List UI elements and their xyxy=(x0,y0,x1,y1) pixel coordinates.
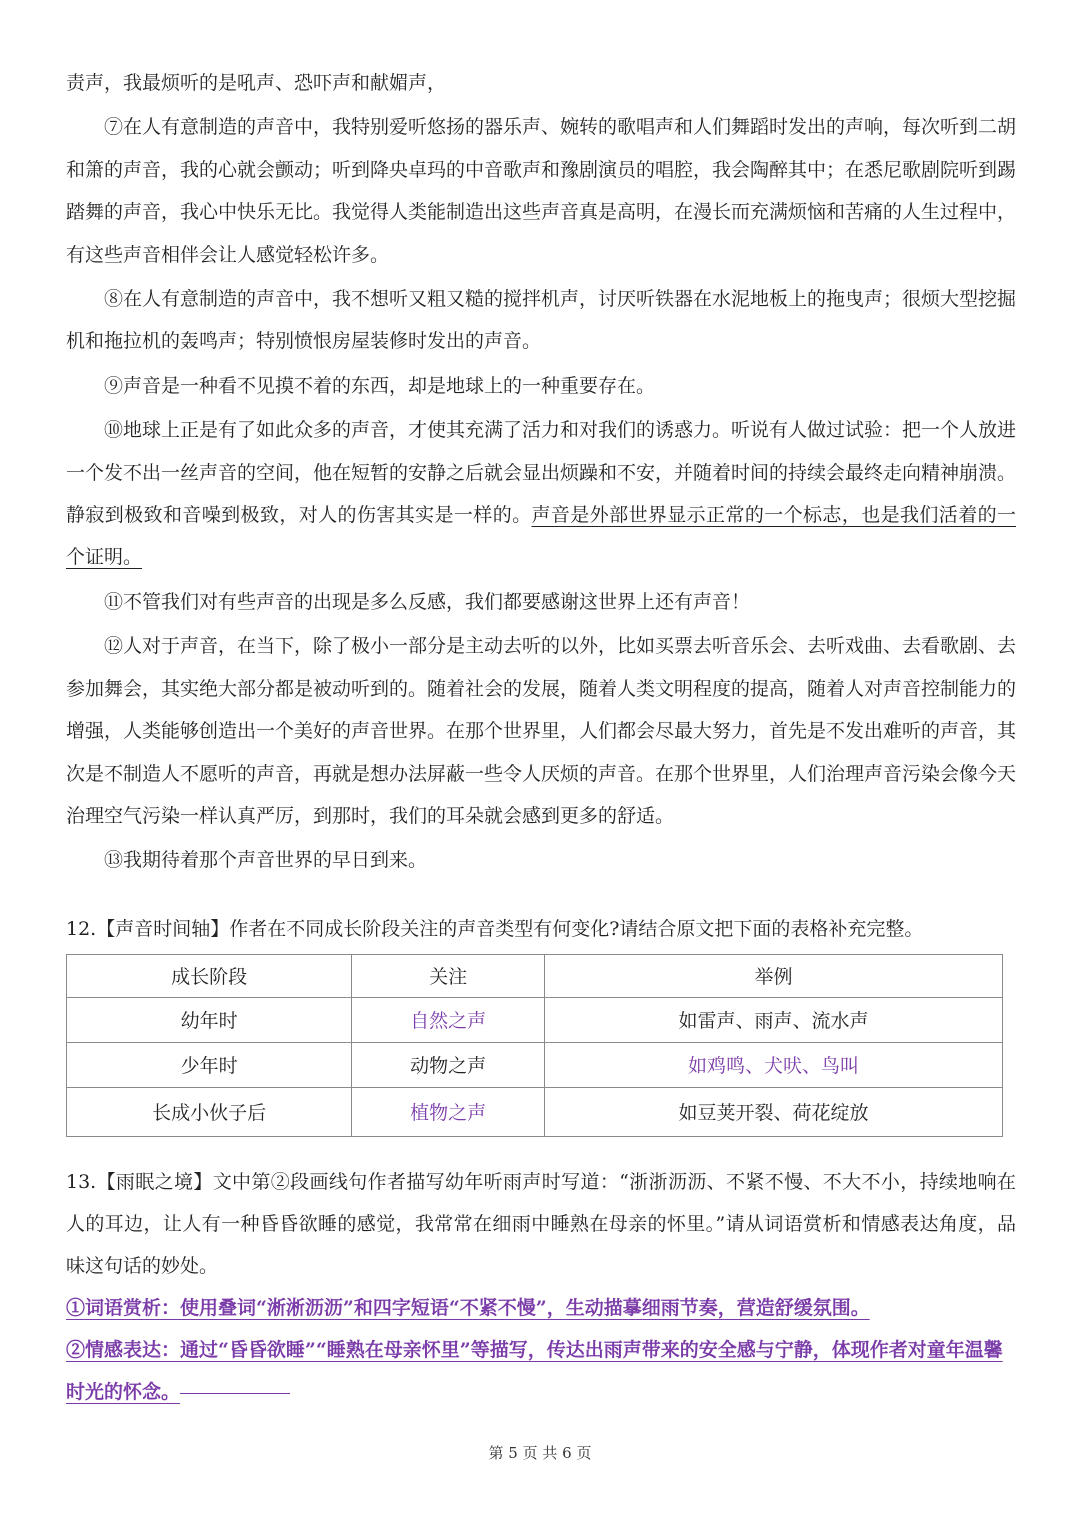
table-header-stage: 成长阶段 xyxy=(67,954,352,997)
table-row xyxy=(67,1087,1003,1136)
paragraph-8: ⑧在人有意制造的声音中，我不想听又粗又糙的搅拌机声，讨厌听铁器在水泥地板上的拖曳声；很烦大型挖掘机和拖拉机的轰鸣声；特别愤恨房屋装修时发出的声音。 xyxy=(66,288,1017,353)
table-cell-stage: 长成小伙子后 xyxy=(67,1087,352,1136)
table-header-example: 举例 xyxy=(544,954,1002,997)
paragraph-12: ⑫人对于声音，在当下，除了极小一部分是主动去听的以外，比如买票去听音乐会、去听戏曲、去看歌剧、去参加舞会，其实绝大部分都是被动听到的。随着社会的发展，随着人类文明程度的提高，随着人对声音控制能力的增强，人类能够创造出一个美好的声音世界。在那个世界里，人们都会尽最大努力，首先是不发出难听的声音，其次是不制造人不愿听的声音，再就是想办法屏蔽一些令人厌烦的声音。在那个世界里，人们治理声音污染会像今天治理空气污染一样认真严厉，到那时，我们的耳朵就会感到更多的舒适。 xyxy=(66,635,1017,827)
table-cell-example: 如雷声、雨声、流水声 xyxy=(544,997,1002,1042)
paragraph-13: ⑬我期待着那个声音世界的早日到来。 xyxy=(104,849,428,872)
question-12-prompt: 12.【声音时间轴】作者在不同成长阶段关注的声音类型有何变化?请结合原文把下面的表格补充完整。 xyxy=(66,917,924,940)
question-13-answer-1 xyxy=(66,1287,1016,1329)
table-cell-example-answer: 如鸡鸣、犬吠、鸟叫 xyxy=(544,1042,1002,1087)
page-footer: 第 5 页 共 6 页 xyxy=(488,1444,592,1462)
paragraph-10-underlined-sentence: 声音是外部世界显示正常的一个标志，也是我们活着的一个证明。 xyxy=(66,504,1016,569)
table-cell-stage: 少年时 xyxy=(67,1042,352,1087)
answer-2-text: ②情感表达：通过“昏昏欲睡”“睡熟在母亲怀里”等描写，传达出雨声带来的安全感与宁静，体现作者对童年温馨时光的怀念。 xyxy=(66,1338,1003,1403)
paragraph-11: ⑪不管我们对有些声音的出现是多么反感，我们都要感谢这世界上还有声音！ xyxy=(104,590,751,613)
paragraph-7: ⑦在人有意制造的声音中，我特别爱听悠扬的器乐声、婉转的歌唱声和人们舞蹈时发出的声响，每次听到二胡和箫的声音，我的心就会颤动；听到降央卓玛的中音歌声和豫剧演员的唱腔，我会陶醉其中；在悉尼歌剧院听到踢踏舞的声音，我心中快乐无比。我觉得人类能制造出这些声音真是高明，在漫长而充满烦恼和苦痛的人生过程中，有这些声音相伴会让人感觉轻松许多。 xyxy=(66,116,1017,266)
table-cell-focus: 动物之声 xyxy=(352,1042,545,1087)
answer-blank-line xyxy=(180,1392,290,1394)
table-header-row xyxy=(67,954,1003,997)
table-row xyxy=(67,997,1003,1042)
paragraph-10-text: ⑩地球上正是有了如此众多的声音，才使其充满了活力和对我们的诱惑力。听说有人做过试验：把一个人放进一个发不出一丝声音的空间，他在短暂的安静之后就会显出烦躁和不安，并随着时间的持续会最终走向精神崩溃。静寂到极致和音噪到极致，对人的伤害其实是一样的。 xyxy=(66,419,1017,527)
table-cell-stage: 幼年时 xyxy=(67,997,352,1042)
question-12-table xyxy=(66,954,1003,1137)
table-cell-focus-answer: 植物之声 xyxy=(352,1087,545,1136)
table-cell-focus-answer: 自然之声 xyxy=(352,997,545,1042)
paragraph-continuation: 责声，我最烦听的是吼声、恐吓声和献媚声， xyxy=(66,72,447,94)
question-13-answer-2 xyxy=(66,1329,1016,1413)
question-13-prompt: 13.【雨眠之境】文中第②段画线句作者描写幼年听雨声时写道：“浙浙沥沥、不紧不慢、不大不小，持续地响在人的耳边，让人有一种昏昏欲睡的感觉，我常常在细雨中睡熟在母亲的怀里。”请从词语赏析和情感表达角度，品味这句话的妙处。 xyxy=(66,1170,1016,1277)
table-row xyxy=(67,1042,1003,1087)
answer-1-text: ①词语赏析：使用叠词“淅淅沥沥”和四字短语“不紧不慢”，生动描摹细雨节奏，营造舒缓氛围。 xyxy=(66,1296,870,1319)
paragraph-10 xyxy=(66,409,1016,579)
paragraph-9: ⑨声音是一种看不见摸不着的东西，却是地球上的一种重要存在。 xyxy=(104,374,656,397)
table-cell-example: 如豆荚开裂、荷花绽放 xyxy=(544,1087,1002,1136)
table-header-focus: 关注 xyxy=(352,954,545,997)
document-page xyxy=(66,62,1016,1413)
